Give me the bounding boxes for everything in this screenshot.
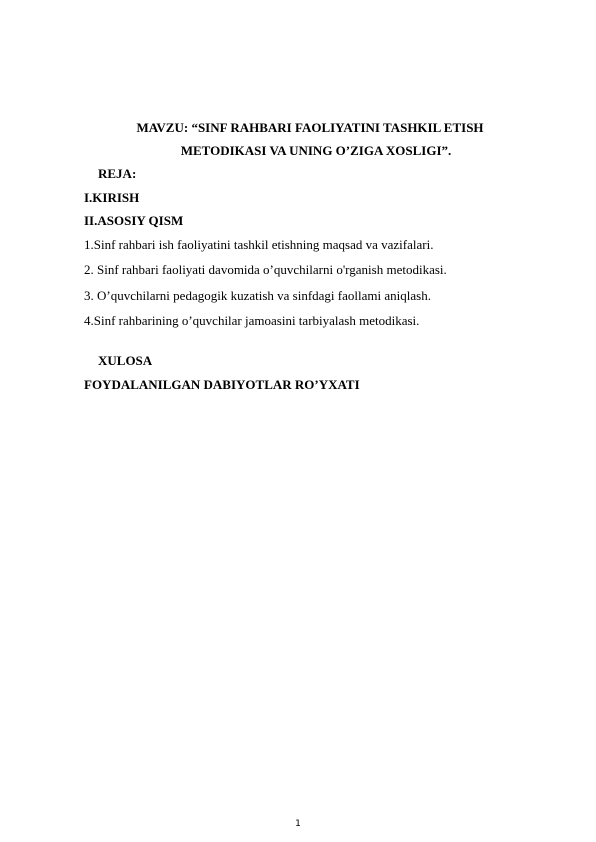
- title-line-2: METODIKASI VA UNING O’ZIGA XOSLIGI”.: [180, 143, 452, 158]
- section-main: II.ASOSIY QISM: [84, 213, 184, 228]
- title-line-1: MAVZU: “SINF RAHBARI FAOLIYATINI TASHKIL ETISH: [136, 120, 484, 135]
- plan-item-4: 4.Sinf rahbarining o’quvchilar jamoasini tarbiyalash metodikasi.: [84, 313, 420, 328]
- section-references: FOYDALANILGAN DABIYOTLAR RO’YXATI: [84, 377, 360, 392]
- page-number: 1: [295, 819, 301, 829]
- plan-heading: REJA:: [98, 166, 137, 181]
- section-conclusion: XULOSA: [98, 353, 153, 368]
- plan-item-3: 3. O’quvchilarni pedagogik kuzatish va sinfdagi faollami aniqlash.: [84, 288, 431, 303]
- plan-item-2: 2. Sinf rahbari faoliyati davomida o’quvchilarni o'rganish metodikasi.: [84, 262, 447, 277]
- plan-item-1: 1.Sinf rahbari ish faoliyatini tashkil etishning maqsad va vazifalari.: [84, 237, 434, 252]
- section-intro: I.KIRISH: [84, 190, 140, 205]
